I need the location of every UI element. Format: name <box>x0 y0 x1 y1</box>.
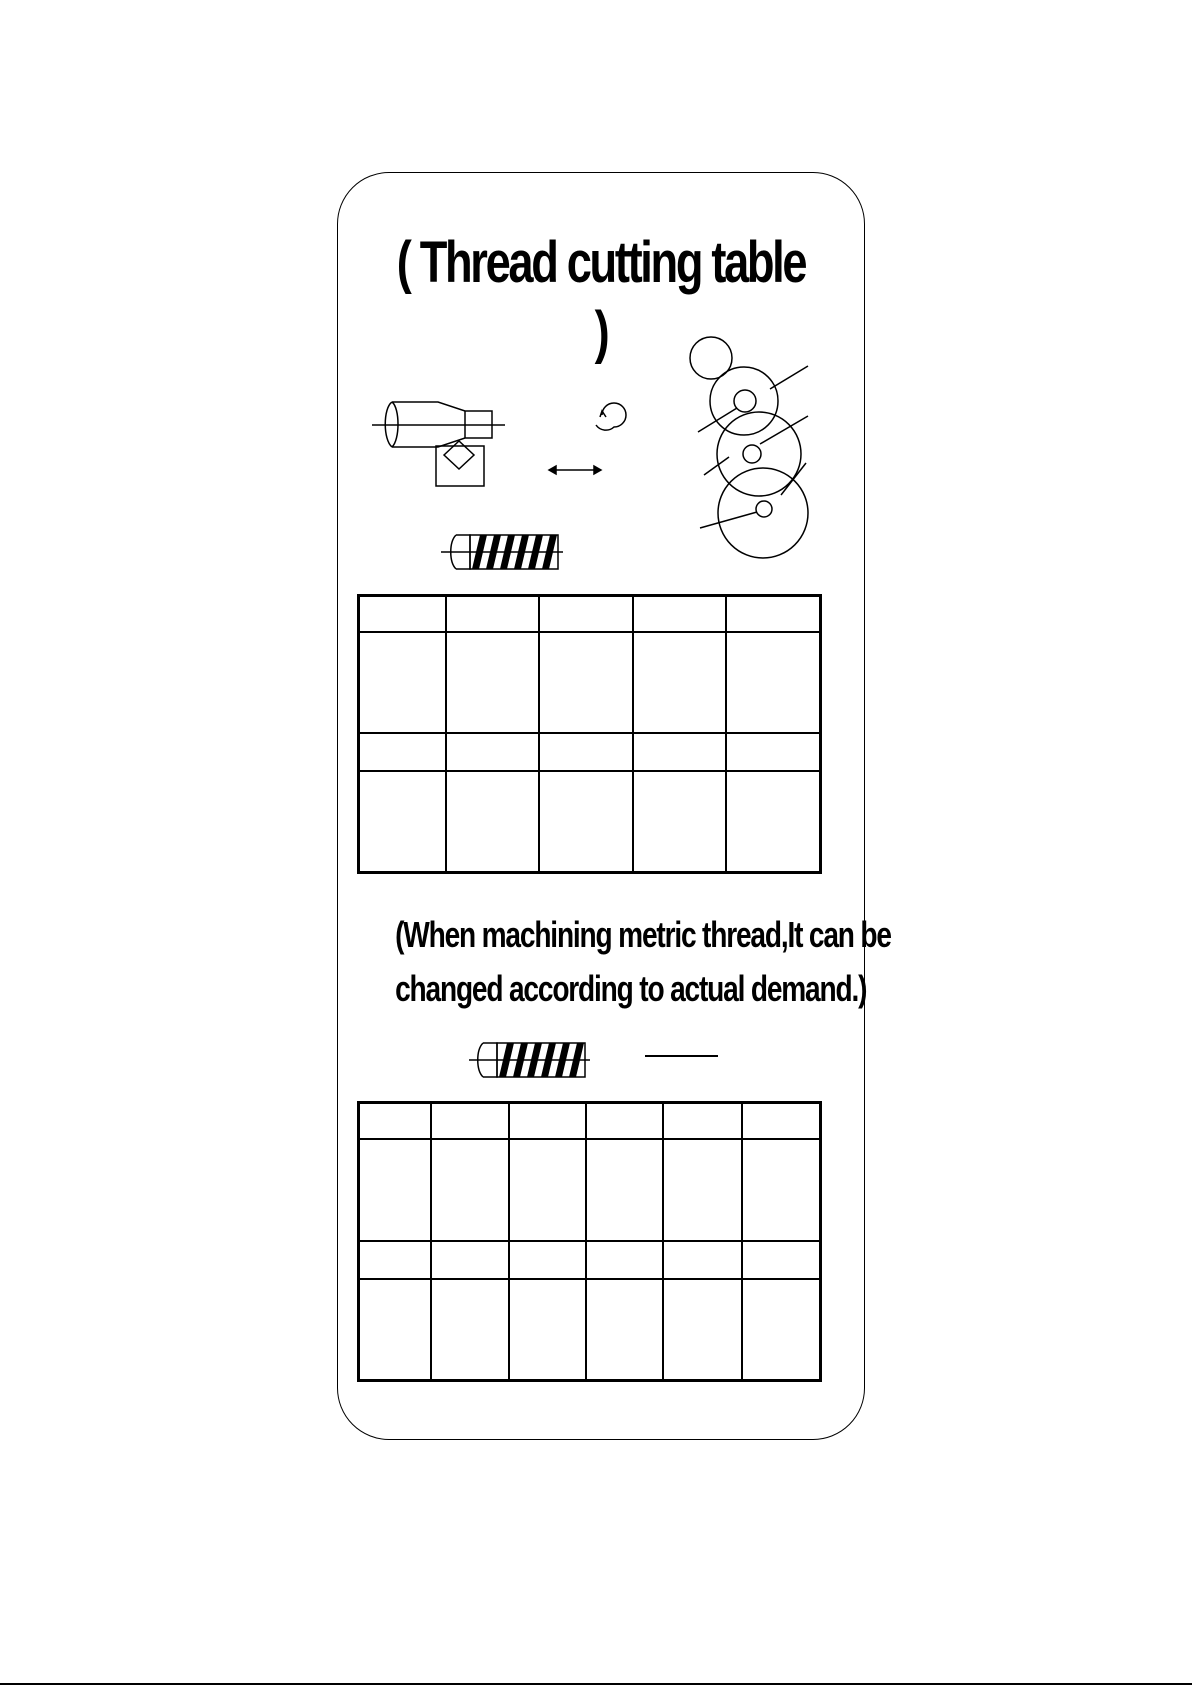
table-cell <box>633 771 726 873</box>
thread-screw-icon <box>469 1043 590 1077</box>
table-cell <box>431 1241 508 1279</box>
table-row <box>359 632 821 733</box>
table-row <box>359 1279 821 1381</box>
table-cell <box>509 1139 586 1241</box>
table-cell <box>359 771 446 873</box>
inch-thread-table <box>357 1101 822 1382</box>
table-cell <box>431 1103 508 1139</box>
table-cell <box>359 1241 432 1279</box>
table-cell <box>742 1139 821 1241</box>
table-cell <box>663 1279 741 1381</box>
table-cell <box>586 1139 663 1241</box>
table-cell <box>359 1279 432 1381</box>
feed-arrow-icon <box>549 466 601 474</box>
table-cell <box>446 596 539 632</box>
rotation-arrow-icon <box>596 403 626 430</box>
table-cell <box>726 733 820 771</box>
table-cell <box>359 1139 432 1241</box>
thread-screw-icon <box>441 535 563 569</box>
table-cell <box>539 596 632 632</box>
table-cell <box>726 771 820 873</box>
table-cell <box>663 1241 741 1279</box>
table-cell <box>633 596 726 632</box>
table-header-row <box>359 733 821 771</box>
table-cell <box>509 1279 586 1381</box>
table-cell <box>539 771 632 873</box>
table-row <box>359 1139 821 1241</box>
table-cell <box>633 733 726 771</box>
table-cell <box>663 1139 741 1241</box>
machining-note <box>395 908 891 1016</box>
lathe-tool-diagram <box>372 402 505 486</box>
table-cell <box>633 632 726 733</box>
change-gear-train-diagram <box>690 337 808 558</box>
table-cell <box>359 596 446 632</box>
table-cell <box>446 733 539 771</box>
table-cell <box>509 1103 586 1139</box>
note-line-1: (When machining metric thread,It can be <box>395 914 891 955</box>
table-cell <box>586 1241 663 1279</box>
table-cell <box>359 632 446 733</box>
table-cell <box>586 1279 663 1381</box>
table-cell <box>539 632 632 733</box>
table-cell <box>359 1103 432 1139</box>
table-cell <box>539 733 632 771</box>
metric-thread-table <box>357 594 822 874</box>
table-cell <box>431 1139 508 1241</box>
page-title: ( Thread cutting table ) <box>396 230 806 365</box>
table-cell <box>663 1103 741 1139</box>
table-header-row <box>359 1103 821 1139</box>
note-line-2: changed according to actual demand.) <box>395 968 867 1009</box>
table-row <box>359 771 821 873</box>
table-cell <box>742 1241 821 1279</box>
table-header-row <box>359 1241 821 1279</box>
table-cell <box>359 733 446 771</box>
table-cell <box>431 1279 508 1381</box>
table-cell <box>586 1103 663 1139</box>
table-cell <box>742 1279 821 1381</box>
table-cell <box>726 596 820 632</box>
table-cell <box>446 771 539 873</box>
table-cell <box>726 632 820 733</box>
table-cell <box>446 632 539 733</box>
table-cell <box>509 1241 586 1279</box>
table-cell <box>742 1103 821 1139</box>
table-header-row <box>359 596 821 632</box>
